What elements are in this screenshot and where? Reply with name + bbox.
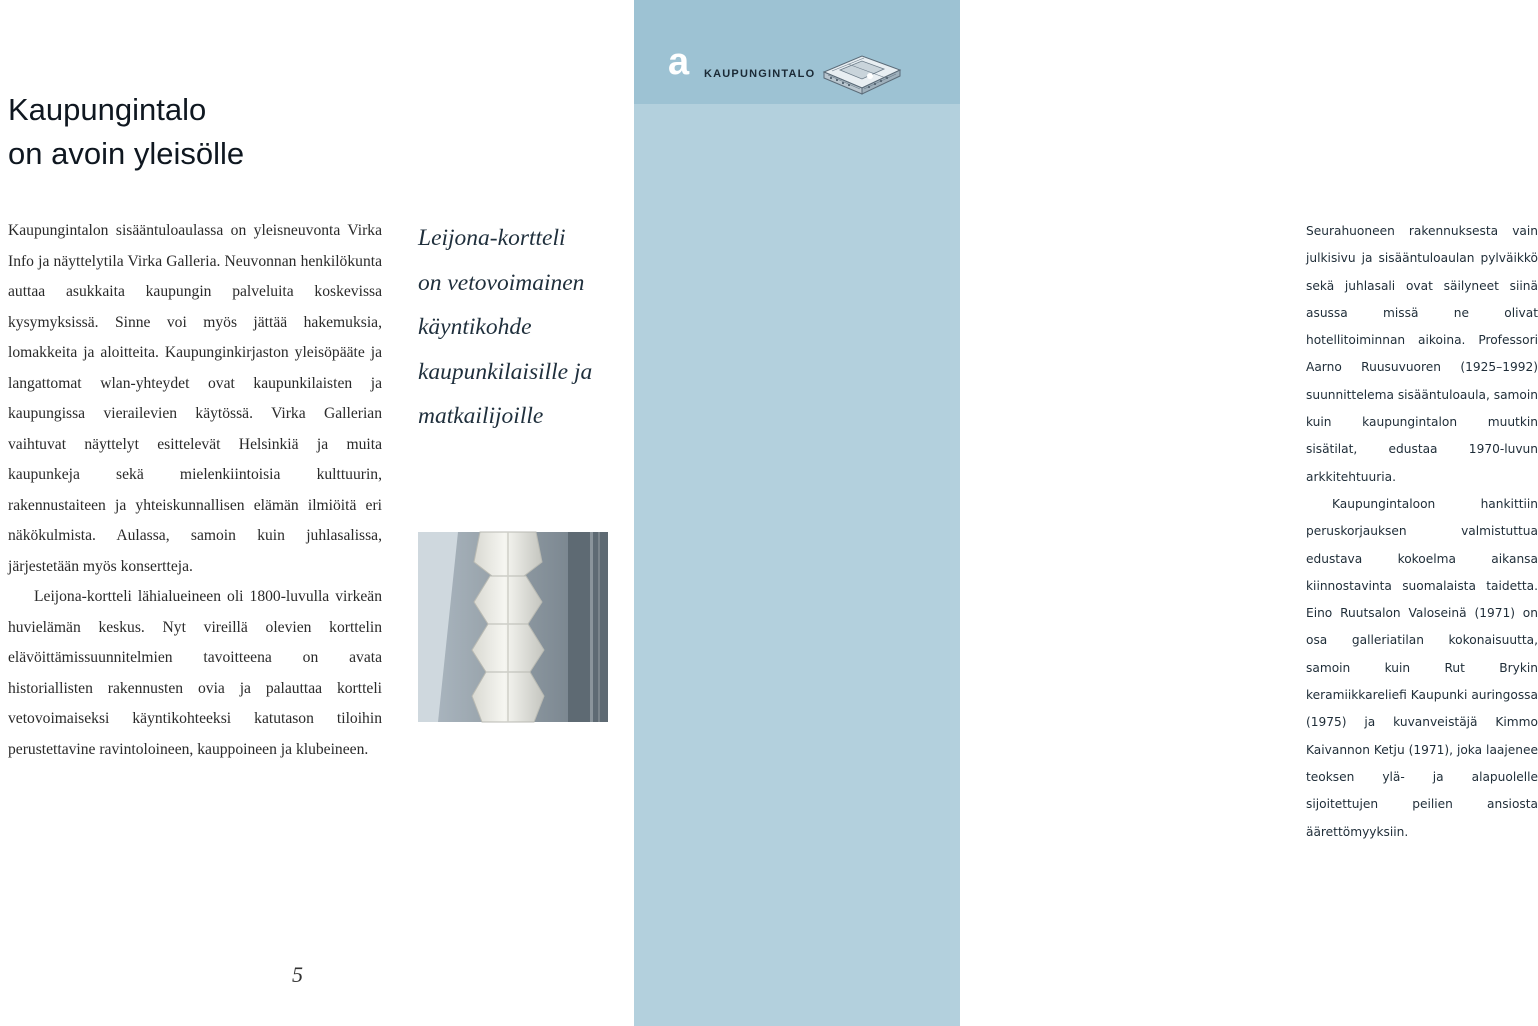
section-letter: a (668, 41, 690, 83)
pull-quote-line-3: käyntikohde (418, 314, 532, 340)
pull-quote (418, 216, 628, 439)
side-panel (634, 0, 1538, 1026)
pull-quote-line-1: Leijona-kortteli (418, 225, 566, 251)
page-title (8, 88, 244, 176)
pull-quote-line-2: on vetovoimainen (418, 269, 585, 296)
pull-quote-line-4: kaupunkilaisille ja (418, 358, 593, 385)
section-label: KAUPUNGINTALO (704, 68, 816, 80)
title-line-2: on avoin yleisölle (8, 136, 245, 171)
page-number: 5 (292, 962, 303, 987)
building-icon (818, 48, 906, 94)
body-paragraph-1: Kaupungintalon sisääntuloaulassa on yleisneuvonta Virka Info ja näyttelytila Virka Galleria. Neuvonnan henkilökunta auttaa asukkaita kaupungin palveluita koskevissa kysymyksissä. Sinne voi myös jättää hakemuksia, lomakkeita ja aloitteita. Kaupunginkirjaston yleisöpääte ja langattomat wlan-yhteydet ovat kaupunkilaisten ja kaupungissa vierailevien käytössä. Virka Gallerian vaihtuvat näyttelyt esittelevät Helsinkiä ja muita kaupunkeja sekä mielenkiintoisia kulttuurin, rakennustaiteen ja yhteiskunnallisen elämän ilmiöitä eri näkökulmista. Aulassa, samoin kuin juhlasalissa, järjestetään myös konsertteja. (8, 222, 382, 575)
side-text (1306, 218, 1538, 846)
body-paragraph-2: Leijona-kortteli lähialueineen oli 1800-luvulla virkeän huvielämän keskus. Nyt vireillä olevien korttelin elävöittämissuunnitelmien tavoitteena on avata historiallisten rakennusten ovia ja palauttaa kortteli vetovoimaiseksi käyntikohteeksi katutason tiloihin perustettavine ravintoloineen, kauppoineen ja klubeineen. (8, 588, 382, 758)
sculpture-image (418, 532, 608, 722)
side-paragraph-1: Seurahuoneen rakennuksesta vain julkisivu ja sisääntuloaulan pylväikkö sekä juhlasali ovat säilyneet siinä asussa missä ne olivat hotellitoiminnan aikoina. Professori Aarno Ruusuvuoren (1925–1992) suunnittelema sisääntuloaula, samoin kuin kaupungintalon muutkin sisätilat, edustaa 1970-luvun arkkitehtuuria. (1306, 224, 1538, 484)
title-line-1: Kaupungintalo (8, 92, 207, 127)
pull-quote-line-5: matkailijoille (418, 403, 544, 429)
sculpture-photo (418, 532, 608, 722)
side-paragraph-2: Kaupungintaloon hankittiin peruskorjauksen valmistuttua edustava kokoelma aikansa kiinnostavinta suomalaista taidetta. Eino Ruutsalon Valoseinä (1971) on osa galleriatilan kokonaisuutta, samoin kuin Rut Brykin keramiikkareliefi Kaupunki auringossa (1975) ja kuvanveistäjä Kimmo Kaivannon Ketju (1971), joka laajenee teoksen ylä- ja alapuolelle sijoitettujen peilien ansiosta äärettömyyksiin. (1306, 496, 1538, 839)
body-text (8, 216, 382, 765)
section-header (634, 0, 960, 104)
